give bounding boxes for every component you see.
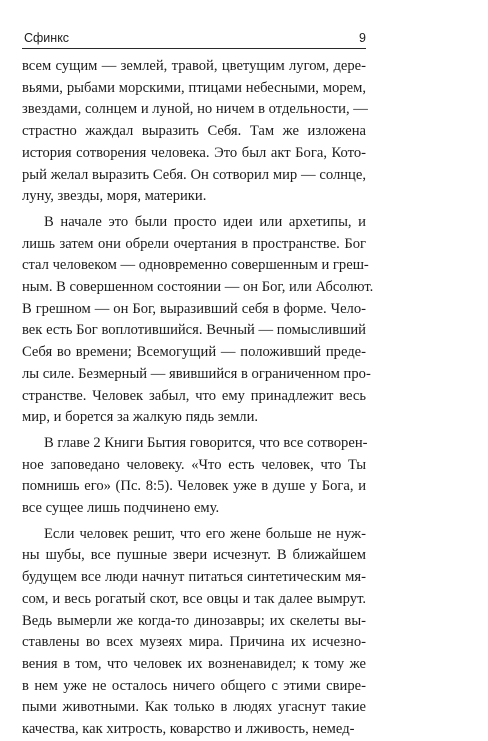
text-line: мир, и борется за жалкую пядь земли. (22, 409, 259, 426)
text-line: Ведь вымерли же когда-то динозавры; их скелеты вы- (22, 612, 366, 629)
running-header (22, 30, 366, 49)
text-line: пыми животными. Как только в людях угаснут такие (22, 699, 366, 716)
page-number: 9 (359, 31, 366, 45)
running-title: Сфинкс (24, 31, 70, 45)
text-line: В грешном — он Бог, выразивший себя в форме. Чело- (22, 300, 366, 317)
text-line: все сущее лишь подчинено ему. (22, 500, 220, 517)
text-line: вьями, рыбами морскими, птицами небесными, морем, (22, 79, 366, 96)
paragraph (22, 433, 366, 520)
text-line: будущем все люди начнут питаться синтетическим мя- (22, 569, 366, 586)
text-line: В главе 2 Книги Бытия говорится, что все сотворен- (44, 434, 368, 451)
text-line: всем сущим — землей, травой, цветущим лугом, дере- (22, 58, 366, 74)
body-text (22, 56, 374, 741)
text-line: век есть Бог воплотившийся. Вечный — помысливший (22, 322, 366, 339)
paragraph (22, 212, 374, 429)
text-line: качества, как хитрость, коварство и лживость, немед- (22, 721, 355, 738)
paragraph (22, 524, 366, 741)
text-line: стал человеком — одновременно совершенным и греш- (22, 257, 369, 274)
paragraph (22, 56, 366, 208)
text-line: луну, звезды, моря, материки. (22, 188, 207, 205)
text-line: ны шубы, все пушные звери исчезнут. В ближайшем (22, 547, 366, 564)
text-line: ставлены во всех музеях мира. Причина их исчезно- (22, 634, 366, 651)
text-line: вения в том, что человек их возненавидел; к тому же (22, 655, 366, 672)
text-line: лы силе. Безмерный — явившийся в ограниченном про- (22, 365, 371, 382)
text-line: ное заповедано человеку. «Что есть человек, что Ты (22, 456, 366, 473)
text-line: сом, и весь рогатый скот, все овцы и так далее вымрут. (22, 590, 366, 607)
text-line: странстве. Человек забыл, что ему принадлежит весь (22, 387, 366, 404)
text-line: помнишь его» (Пс. 8:5). Человек уже в душе у Бога, и (22, 478, 366, 495)
text-line: в нем уже не осталось ничего общего с этими свире- (22, 677, 366, 694)
text-line: лишь затем они обрели очертания в пространстве. Бог (22, 235, 366, 252)
text-line: звездами, солнцем и луной, но ничем в отдельности, — (22, 101, 368, 118)
text-line: история сотворения человека. Это был акт Бога, Кото- (22, 144, 366, 161)
text-line: Себя во времени; Всемогущий — положивший преде- (22, 344, 366, 361)
text-line: рый желал выразить Себя. Он сотворил мир — солнце, (22, 166, 366, 183)
text-line: В начале это были просто идеи или архетипы, и (44, 213, 366, 230)
text-line: Если человек решит, что его жене больше не нуж- (44, 525, 366, 542)
text-line: страстно жаждал выразить Себя. Там же изложена (22, 123, 366, 140)
text-line: ным. В совершенном состоянии — он Бог, или Абсолют. (22, 279, 374, 296)
